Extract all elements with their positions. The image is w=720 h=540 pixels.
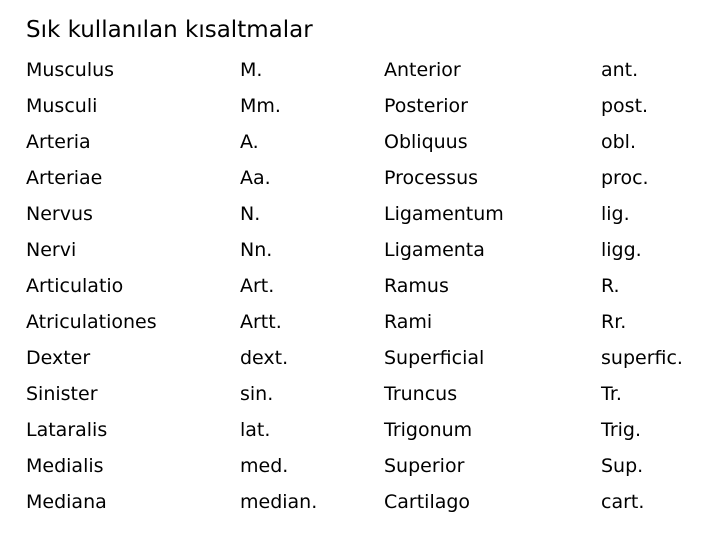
term-cell: Ligamentum <box>384 203 504 225</box>
abbreviation-cell: proc. <box>601 167 649 189</box>
abbreviation-cell: median. <box>240 491 318 513</box>
table-row <box>26 448 706 484</box>
term-cell: Trigonum <box>384 419 473 441</box>
term-cell: Superior <box>384 455 465 477</box>
term-cell: Medialis <box>26 455 104 477</box>
abbreviation-cell: Tr. <box>601 383 622 405</box>
term-cell: Ramus <box>384 275 449 297</box>
term-cell: Ligamenta <box>384 239 485 261</box>
abbreviation-cell: Art. <box>240 275 275 297</box>
abbreviation-cell: M. <box>240 59 263 81</box>
abbreviation-cell: Artt. <box>240 311 282 333</box>
term-cell: Sinister <box>26 383 98 405</box>
term-cell: Posterior <box>384 95 468 117</box>
term-cell: Truncus <box>384 383 458 405</box>
table-row <box>26 412 706 448</box>
term-cell: Anterior <box>384 59 461 81</box>
table-row <box>26 484 706 520</box>
table-row <box>26 196 706 232</box>
abbreviation-cell: sin. <box>240 383 274 405</box>
term-cell: Rami <box>384 311 433 333</box>
abbreviation-cell: med. <box>240 455 289 477</box>
table-row <box>26 268 706 304</box>
table-row <box>26 376 706 412</box>
table-row <box>26 340 706 376</box>
abbreviation-cell: Sup. <box>601 455 644 477</box>
term-cell: Nervus <box>26 203 93 225</box>
table-row <box>26 52 706 88</box>
abbreviation-cell: cart. <box>601 491 645 513</box>
abbreviation-cell: post. <box>601 95 649 117</box>
page-title: Sık kullanılan kısaltmalar <box>26 17 313 43</box>
table-row <box>26 124 706 160</box>
term-cell: Mediana <box>26 491 107 513</box>
abbreviation-cell: ligg. <box>601 239 642 261</box>
abbreviation-cell: lat. <box>240 419 271 441</box>
abbreviation-cell: lig. <box>601 203 630 225</box>
abbreviation-cell: Mm. <box>240 95 281 117</box>
term-cell: Obliquus <box>384 131 468 153</box>
abbreviation-cell: dext. <box>240 347 289 369</box>
term-cell: Superficial <box>384 347 485 369</box>
abbreviation-cell: Nn. <box>240 239 273 261</box>
table-row <box>26 88 706 124</box>
abbreviation-cell: obl. <box>601 131 637 153</box>
abbreviation-cell: Aa. <box>240 167 271 189</box>
abbreviation-cell: Rr. <box>601 311 627 333</box>
term-cell: Lataralis <box>26 419 108 441</box>
abbreviation-cell: N. <box>240 203 261 225</box>
term-cell: Cartilago <box>384 491 471 513</box>
term-cell: Articulatio <box>26 275 124 297</box>
abbreviation-cell: Trig. <box>601 419 642 441</box>
abbreviation-table <box>26 52 706 520</box>
term-cell: Processus <box>384 167 479 189</box>
abbreviation-cell: R. <box>601 275 620 297</box>
table-row <box>26 232 706 268</box>
term-cell: Atriculationes <box>26 311 157 333</box>
term-cell: Arteria <box>26 131 91 153</box>
abbreviation-cell: A. <box>240 131 259 153</box>
term-cell: Nervi <box>26 239 77 261</box>
table-row <box>26 160 706 196</box>
table-row <box>26 304 706 340</box>
abbreviation-cell: ant. <box>601 59 639 81</box>
abbreviation-cell: superfic. <box>601 347 683 369</box>
term-cell: Arteriae <box>26 167 103 189</box>
term-cell: Musculi <box>26 95 98 117</box>
term-cell: Musculus <box>26 59 115 81</box>
term-cell: Dexter <box>26 347 91 369</box>
